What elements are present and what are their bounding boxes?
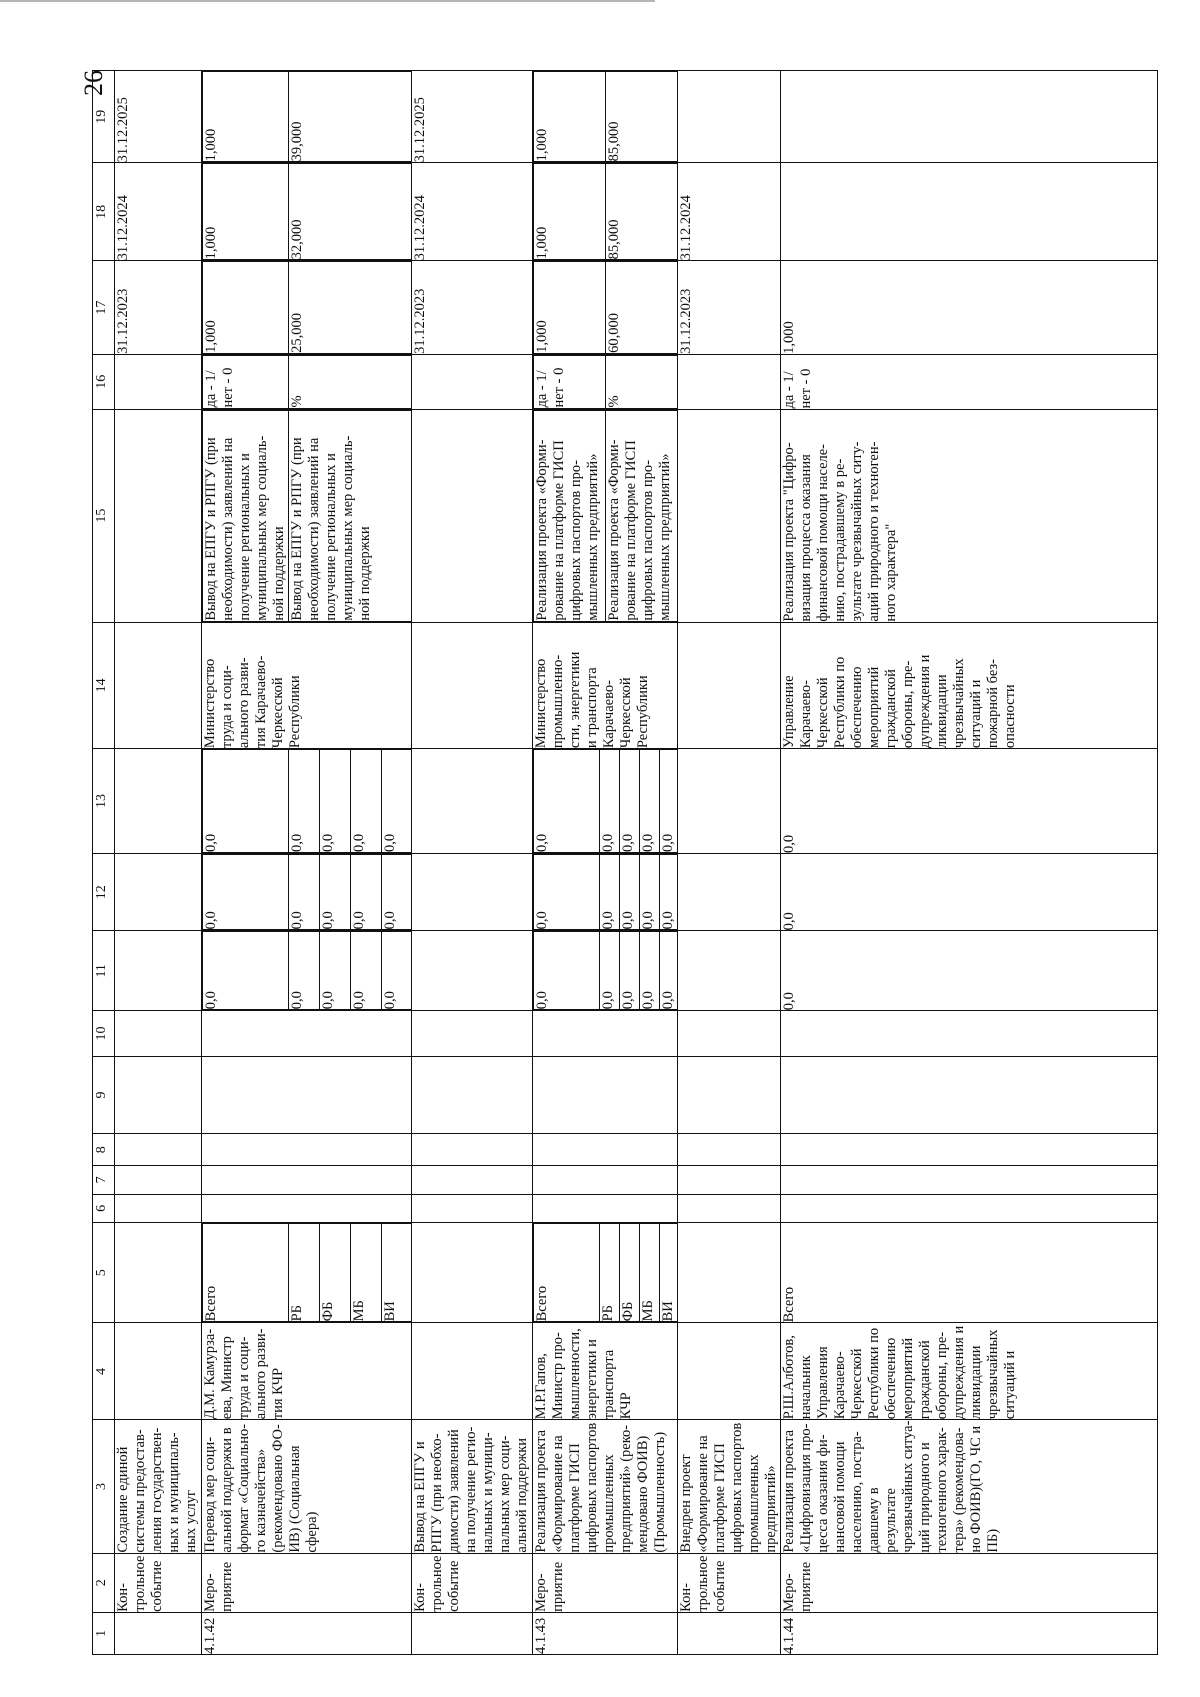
indicator-2: Вывод на ЕПГУ и РПГУ (при необходимости) заявлений на получение региональных и муниципальных мер социаль- ной поддержки xyxy=(289,410,412,621)
target-2023: 1,000 60,000 xyxy=(533,261,678,354)
table-row-measure-4-1-43 xyxy=(533,71,678,1655)
date-2023: 31.12.2023 xyxy=(678,261,781,354)
row-name: Реализация проекта «Цифровизация про- цесса оказания фи- нансовой помощи населению, постра- давшему в результате чрезвычайных ситуа- ций природного и техногенного харак- тера» (рекомендова- но ФОИВ)(ГО, ЧС и ПБ) xyxy=(781,1420,1158,1553)
units: да - 1/ нет - 0 % xyxy=(533,354,678,409)
col-number: 1 xyxy=(93,1612,115,1654)
row-name: Внедрен проект «Формирование на платформе ГИСП цифровых паспортов промышленных предприятий» xyxy=(678,1420,781,1553)
responsible-person: Д.М. Камурза- ева, Министр труда и соци- ального разви- тия КЧР xyxy=(202,1323,412,1420)
units xyxy=(202,354,412,409)
col-number: 15 xyxy=(93,409,115,622)
col-number: 9 xyxy=(93,1056,115,1133)
col-number: 19 xyxy=(93,71,115,163)
unit: да - 1/ нет - 0 xyxy=(781,354,1158,409)
funding-2025: 0,0 0,0 0,0 0,0 0,0 xyxy=(202,749,412,854)
col-number: 4 xyxy=(93,1323,115,1420)
row-type: Кон- трольное событие xyxy=(412,1553,533,1612)
measures-table xyxy=(92,70,1158,1655)
row-number: 4.1.44 xyxy=(781,1612,1158,1654)
source-mb: МБ xyxy=(351,1224,382,1322)
column-numbers-row xyxy=(93,71,115,1655)
row-number: 4.1.42 xyxy=(202,1612,412,1654)
target-2025: 1,000 85,000 xyxy=(533,71,678,163)
funding-2023: 0,0 0,0 0,0 0,0 0,0 xyxy=(533,931,678,1011)
date-2025: 31.12.2025 xyxy=(412,71,533,163)
executor: Министерство труда и соци- ального разви- тия Карачаево- Черкесской Республики xyxy=(202,622,412,748)
indicators xyxy=(533,409,678,622)
page-number: 26 xyxy=(79,70,108,96)
col-number: 6 xyxy=(93,1194,115,1222)
col-number: 8 xyxy=(93,1134,115,1166)
target-2023: 1,000 xyxy=(781,261,1158,354)
col-number: 14 xyxy=(93,622,115,748)
col-number: 3 xyxy=(93,1420,115,1553)
target-2025: 1,000 39,000 xyxy=(202,71,412,163)
row-type: Кон- трольное событие xyxy=(115,1553,202,1612)
date-2024: 31.12.2024 xyxy=(115,163,202,261)
col-number: 12 xyxy=(93,853,115,930)
funding-sources: Всего РБ ФБ МБ ВИ xyxy=(533,1223,678,1323)
indicator-1: Вывод на ЕПГУ и РПГУ (при необходимости) заявлений на получение региональных и муниципальных мер социаль- ной поддержки xyxy=(203,410,289,621)
row-name: Вывод на ЕПГУ и РПГУ (при необхо- димости) заявлений на получение регио- нальных и муници- пальных мер соци- альной поддержки xyxy=(412,1420,533,1553)
col-number: 10 xyxy=(93,1011,115,1057)
unit-1: да - 1/ нет - 0 xyxy=(203,355,289,408)
funding-2024: 0,0 xyxy=(781,853,1158,930)
row-name: Реализация проекта «Формирование на платформе ГИСП цифровых паспортов промышленных предприятий» (реко- мендовано ФОИВ) (Промышленность) xyxy=(533,1420,678,1553)
date-2024: 31.12.2024 xyxy=(678,163,781,261)
date-2023: 31.12.2023 xyxy=(115,261,202,354)
col-number: 18 xyxy=(93,163,115,261)
target-2024: 1,000 85,000 xyxy=(533,163,678,261)
funding-source: Всего xyxy=(781,1223,1158,1323)
funding-2023: 0,0 0,0 0,0 0,0 0,0 xyxy=(202,931,412,1011)
indicator: Реализация проекта "Цифро- визация процесса оказания финансовой помощи населе- нию, пострадавшему в ре- зультате чрезвычайных ситу- аций природного и техноген- ного характера" xyxy=(781,409,1158,622)
cell-empty xyxy=(115,1612,202,1654)
unit-2: % xyxy=(289,355,412,408)
source-rb: РБ xyxy=(289,1224,320,1322)
responsible-person: Р.Ш.Алботов, начальник Управления Карачаево- Черкесской Республики по обеспечению мероприятий гражданской обороны, пре- дупреждения и ликвидации чрезвычайных ситуаций и xyxy=(781,1323,1158,1420)
row-number: 4.1.43 xyxy=(533,1612,678,1654)
row-name: Создание единой системы предостав- ления государствен- ных и муниципаль- ных услуг xyxy=(115,1420,202,1553)
row-type: Меро- приятие xyxy=(781,1553,1158,1612)
source-total: Всего xyxy=(203,1224,289,1322)
col-number: 16 xyxy=(93,354,115,409)
date-2023: 31.12.2023 xyxy=(412,261,533,354)
funding-2025: 0,0 xyxy=(781,749,1158,854)
executor: Управление Карачаево- Черкесской Республики по обеспечению мероприятий гражданской обороны, пре- дупреждения и ликвидации чрезвычайных ситуаций и пожарной без- опасности xyxy=(781,622,1158,748)
col-number: 13 xyxy=(93,749,115,854)
date-2025: 31.12.2025 xyxy=(115,71,202,163)
table-row-measure-4-1-44 xyxy=(781,71,1158,1655)
table-row-control-event xyxy=(115,71,202,1655)
indicators xyxy=(202,409,412,622)
funding-sources xyxy=(202,1223,412,1323)
indicator-2: Реализация проекта «Форми- рование на платформе ГИСП цифровых паспортов про- мышленных предприятий» xyxy=(606,410,678,621)
target-2023: 1,000 25,000 xyxy=(202,261,412,354)
row-name: Перевод мер соци- альной поддержки в формат «Социально- го казначейства» (рекомендовано ФО- ИВ) (Социальная сфера) xyxy=(202,1420,412,1553)
col-number: 7 xyxy=(93,1166,115,1194)
indicator-1: Реализация проекта «Форми- рование на платформе ГИСП цифровых паспортов про- мышленных предприятий» xyxy=(534,410,606,621)
source-fb: ФБ xyxy=(320,1224,351,1322)
rotated-table-container xyxy=(92,70,1158,1655)
row-type: Меро- приятие xyxy=(533,1553,678,1612)
table-row-measure-4-1-42 xyxy=(202,71,412,1655)
col-number: 11 xyxy=(93,931,115,1011)
funding-2023: 0,0 xyxy=(781,931,1158,1011)
responsible-person: М.Р.Гапов, Министр про- мышленности, энергетики и транспорта КЧР xyxy=(533,1323,678,1420)
funding-2024: 0,0 0,0 0,0 0,0 0,0 xyxy=(202,853,412,930)
table-row-control-event xyxy=(678,71,781,1655)
date-2024: 31.12.2024 xyxy=(412,163,533,261)
col-number: 17 xyxy=(93,261,115,354)
source-vi: ВИ xyxy=(382,1224,412,1322)
col-number: 5 xyxy=(93,1223,115,1323)
row-type: Кон- трольное событие xyxy=(678,1553,781,1612)
col-number: 2 xyxy=(93,1553,115,1612)
row-type: Меро- приятие xyxy=(202,1553,412,1612)
funding-2025: 0,0 0,0 0,0 0,0 0,0 xyxy=(533,749,678,854)
table-row-control-event xyxy=(412,71,533,1655)
executor: Министерство промышленно- сти, энергетики и транспорта Карачаево- Черкесской Республики xyxy=(533,622,678,748)
target-2024: 1,000 32,000 xyxy=(202,163,412,261)
funding-2024: 0,0 0,0 0,0 0,0 0,0 xyxy=(533,853,678,930)
